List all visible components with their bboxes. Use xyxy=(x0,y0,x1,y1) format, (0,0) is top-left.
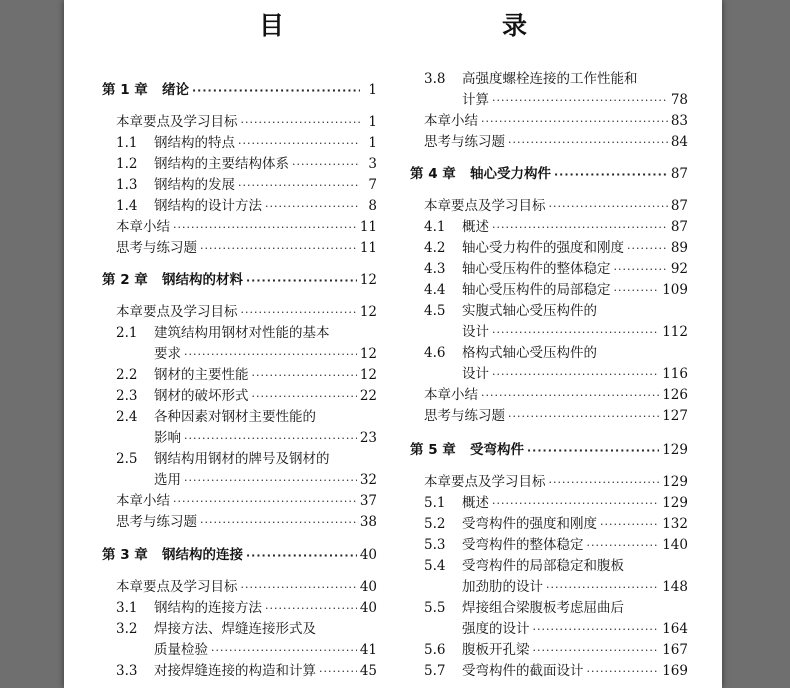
chapter-number: 第 4 章 xyxy=(410,166,456,182)
leader-dots xyxy=(200,512,357,533)
entry-title: 钢结构的设计方法 xyxy=(154,198,262,214)
page-number: 87 xyxy=(670,166,688,182)
leader-dots xyxy=(508,132,668,153)
entry-title: 钢结构的特点 xyxy=(154,135,235,151)
section-number: 5.7 xyxy=(424,663,446,679)
toc-entry-continuation[interactable] xyxy=(462,90,688,111)
page-number: 12 xyxy=(359,304,377,320)
toc-entry[interactable] xyxy=(116,133,377,154)
toc-entry[interactable] xyxy=(116,175,377,196)
toc-entry[interactable] xyxy=(424,69,688,90)
entry-title: 影响 xyxy=(154,430,181,446)
page-number: 129 xyxy=(662,495,688,511)
leader-dots xyxy=(492,493,659,514)
toc-entry-continuation[interactable] xyxy=(462,322,688,343)
toc-entry[interactable] xyxy=(424,301,688,322)
page-number: 164 xyxy=(662,621,688,637)
page-number: 3 xyxy=(368,156,377,172)
entry-title: 钢结构的连接方法 xyxy=(154,600,262,616)
leader-dots xyxy=(200,238,357,259)
leader-dots xyxy=(549,196,668,217)
section-number: 4.4 xyxy=(424,282,446,298)
leader-dots xyxy=(173,217,357,238)
section-number: 1.3 xyxy=(116,177,138,193)
leader-dots xyxy=(211,640,357,661)
section-number: 5.4 xyxy=(424,558,446,574)
entry-title: 强度的设计 xyxy=(462,621,530,637)
section-number: 1.2 xyxy=(116,156,138,172)
leader-dots xyxy=(238,133,360,154)
chapter-title: 受弯构件 xyxy=(470,442,524,458)
leader-dots xyxy=(527,440,659,461)
entry-title: 轴心受压构件的整体稳定 xyxy=(462,261,611,277)
section-number: 3.1 xyxy=(116,600,138,616)
page-number: 140 xyxy=(662,537,688,553)
toc-entry[interactable] xyxy=(424,514,688,535)
entry-title: 钢材的破坏形式 xyxy=(154,388,249,404)
leader-dots xyxy=(492,364,659,385)
page-number: 92 xyxy=(670,261,688,277)
entry-title: 设计 xyxy=(462,366,489,382)
entry-title: 实腹式轴心受压构件的 xyxy=(462,303,597,319)
toc-chapter-4[interactable] xyxy=(410,164,688,185)
entry-title: 各种因素对钢材主要性能的 xyxy=(154,409,316,425)
section-number: 2.5 xyxy=(116,451,138,467)
toc-entry[interactable] xyxy=(116,512,377,533)
toc-entry[interactable] xyxy=(424,385,688,406)
entry-title: 轴心受力构件的强度和刚度 xyxy=(462,240,624,256)
page-number: 132 xyxy=(662,516,688,532)
toc-entry[interactable] xyxy=(424,196,688,217)
leader-dots xyxy=(241,112,361,133)
entry-title: 本章要点及学习目标 xyxy=(116,114,238,130)
section-number: 4.5 xyxy=(424,303,446,319)
toc-entry[interactable] xyxy=(424,493,688,514)
chapter-number: 第 1 章 xyxy=(102,82,148,98)
section-number: 1.1 xyxy=(116,135,138,151)
section-number: 4.1 xyxy=(424,219,446,235)
entry-title: 受弯构件的局部稳定和腹板 xyxy=(462,558,624,574)
toc-entry[interactable] xyxy=(116,598,377,619)
toc-entry[interactable] xyxy=(116,661,377,682)
page-number: 40 xyxy=(359,579,377,595)
entry-title: 受弯构件的整体稳定 xyxy=(462,537,584,553)
page-number: 12 xyxy=(359,346,377,362)
leader-dots xyxy=(241,302,357,323)
toc-entry[interactable] xyxy=(116,323,377,344)
entry-title: 对接焊缝连接的构造和计算 xyxy=(154,663,316,679)
entry-title: 高强度螺栓连接的工作性能和 xyxy=(462,71,638,87)
entry-title: 思考与练习题 xyxy=(424,134,505,150)
toc-entry[interactable] xyxy=(116,577,377,598)
chapter-number: 第 5 章 xyxy=(410,442,456,458)
entry-title: 钢结构用钢材的牌号及钢材的 xyxy=(154,451,330,467)
page-number: 126 xyxy=(662,387,688,403)
leader-dots xyxy=(546,577,659,598)
entry-title: 设计 xyxy=(462,324,489,340)
page-number: 40 xyxy=(359,547,377,563)
toc-entry[interactable] xyxy=(424,111,688,132)
toc-entry-continuation[interactable] xyxy=(462,577,688,598)
toc-entry-continuation[interactable] xyxy=(154,640,377,661)
section-number: 2.3 xyxy=(116,388,138,404)
page-number: 11 xyxy=(359,240,377,256)
page-number: 116 xyxy=(662,366,688,382)
page-number: 22 xyxy=(359,388,377,404)
toc-entry[interactable] xyxy=(116,365,377,386)
entry-title: 焊接组合梁腹板考虑屈曲后 xyxy=(462,600,624,616)
section-number: 4.2 xyxy=(424,240,446,256)
toc-entry[interactable] xyxy=(424,238,688,259)
page-number: 129 xyxy=(662,474,688,490)
toc-entry[interactable] xyxy=(116,112,377,133)
leader-dots xyxy=(319,661,357,682)
toc-entry[interactable] xyxy=(116,217,377,238)
leader-dots xyxy=(492,217,668,238)
entry-title: 焊接方法、焊缝连接形式及 xyxy=(154,621,316,637)
page-number: 148 xyxy=(662,579,688,595)
leader-dots xyxy=(554,164,668,185)
leader-dots xyxy=(627,238,668,259)
toc-chapter-1[interactable] xyxy=(102,80,377,101)
leader-dots xyxy=(246,545,357,566)
section-number: 5.3 xyxy=(424,537,446,553)
entry-title: 本章小结 xyxy=(424,387,478,403)
chapter-title: 轴心受力构件 xyxy=(470,166,551,182)
leader-dots xyxy=(252,386,357,407)
leader-dots xyxy=(184,428,357,449)
toc-entry[interactable] xyxy=(116,491,377,512)
page-number: 109 xyxy=(662,282,688,298)
toc-entry-continuation[interactable] xyxy=(154,470,377,491)
leader-dots xyxy=(492,90,668,111)
section-number: 3.2 xyxy=(116,621,138,637)
toc-chapter-2[interactable] xyxy=(102,270,377,291)
leader-dots xyxy=(265,196,360,217)
leader-dots xyxy=(508,406,659,427)
entry-title: 腹板开孔梁 xyxy=(462,642,530,658)
entry-title: 加劲肋的设计 xyxy=(462,579,543,595)
section-number: 2.4 xyxy=(116,409,138,425)
section-number: 2.2 xyxy=(116,367,138,383)
toc-entry[interactable] xyxy=(424,132,688,153)
page-title: 目 录 xyxy=(258,11,583,40)
page-number: 8 xyxy=(368,198,377,214)
toc-entry[interactable] xyxy=(424,640,688,661)
section-number: 3.3 xyxy=(116,663,138,679)
leader-dots xyxy=(533,640,660,661)
entry-title: 质量检验 xyxy=(154,642,208,658)
entry-title: 钢材的主要性能 xyxy=(154,367,249,383)
toc-chapter-3[interactable] xyxy=(102,545,377,566)
toc-entry[interactable] xyxy=(116,302,377,323)
toc-entry[interactable] xyxy=(424,556,688,577)
page-number: 23 xyxy=(359,430,377,446)
entry-title: 本章小结 xyxy=(116,219,170,235)
leader-dots xyxy=(600,514,659,535)
chapter-title: 钢结构的材料 xyxy=(162,272,243,288)
leader-dots xyxy=(184,344,357,365)
toc-entry[interactable] xyxy=(116,449,377,470)
page-number: 12 xyxy=(359,272,377,288)
toc-page xyxy=(64,0,722,688)
chapter-title: 绪论 xyxy=(162,82,189,98)
leader-dots xyxy=(533,619,660,640)
toc-chapter-5[interactable] xyxy=(410,440,688,461)
toc-entry[interactable] xyxy=(424,259,688,280)
leader-dots xyxy=(492,322,659,343)
page-number: 83 xyxy=(670,113,688,129)
entry-title: 受弯构件的强度和刚度 xyxy=(462,516,597,532)
toc-entry[interactable] xyxy=(116,154,377,175)
page-number: 112 xyxy=(662,324,688,340)
toc-entry[interactable] xyxy=(116,238,377,259)
section-number: 5.6 xyxy=(424,642,446,658)
section-number: 4.6 xyxy=(424,345,446,361)
page-number: 7 xyxy=(368,177,377,193)
leader-dots xyxy=(549,472,660,493)
page-number: 167 xyxy=(662,642,688,658)
toc-entry[interactable] xyxy=(424,535,688,556)
page-number: 169 xyxy=(662,663,688,679)
leader-dots xyxy=(252,365,357,386)
section-number: 3.8 xyxy=(424,71,446,87)
entry-title: 本章小结 xyxy=(424,113,478,129)
entry-title: 钢结构的发展 xyxy=(154,177,235,193)
section-number: 5.2 xyxy=(424,516,446,532)
page-number: 87 xyxy=(670,219,688,235)
toc-entry[interactable] xyxy=(424,406,688,427)
entry-title: 受弯构件的截面设计 xyxy=(462,663,584,679)
page-number: 45 xyxy=(359,663,377,679)
entry-title: 建筑结构用钢材对性能的基本 xyxy=(154,325,330,341)
page-number: 1 xyxy=(368,82,377,98)
entry-title: 思考与练习题 xyxy=(116,514,197,530)
toc-entry[interactable] xyxy=(424,661,688,682)
section-number: 1.4 xyxy=(116,198,138,214)
toc-entry[interactable] xyxy=(116,407,377,428)
page-number: 41 xyxy=(359,642,377,658)
section-number: 5.5 xyxy=(424,600,446,616)
entry-title: 本章小结 xyxy=(116,493,170,509)
entry-title: 格构式轴心受压构件的 xyxy=(462,345,597,361)
toc-entry[interactable] xyxy=(116,619,377,640)
section-number: 2.1 xyxy=(116,325,138,341)
page-number: 38 xyxy=(359,514,377,530)
toc-entry[interactable] xyxy=(424,217,688,238)
toc-entry-continuation[interactable] xyxy=(462,364,688,385)
section-number: 5.1 xyxy=(424,495,446,511)
page-number: 37 xyxy=(359,493,377,509)
leader-dots xyxy=(481,111,668,132)
toc-entry-continuation[interactable] xyxy=(462,619,688,640)
page-number: 89 xyxy=(670,240,688,256)
leader-dots xyxy=(246,270,357,291)
leader-dots xyxy=(614,259,668,280)
leader-dots xyxy=(173,491,357,512)
page-number: 1 xyxy=(368,114,377,130)
toc-entry[interactable] xyxy=(424,343,688,364)
page-number: 12 xyxy=(359,367,377,383)
toc-entry-continuation[interactable] xyxy=(154,344,377,365)
entry-title: 选用 xyxy=(154,472,181,488)
chapter-number: 第 3 章 xyxy=(102,547,148,563)
entry-title: 轴心受压构件的局部稳定 xyxy=(462,282,611,298)
entry-title: 本章要点及学习目标 xyxy=(116,304,238,320)
toc-entry[interactable] xyxy=(424,598,688,619)
entry-title: 钢结构的主要结构体系 xyxy=(154,156,289,172)
page-number: 78 xyxy=(670,92,688,108)
chapter-number: 第 2 章 xyxy=(102,272,148,288)
page-number: 1 xyxy=(368,135,377,151)
entry-title: 本章要点及学习目标 xyxy=(116,579,238,595)
page-number: 40 xyxy=(359,600,377,616)
page-number: 11 xyxy=(359,219,377,235)
toc-entry-continuation[interactable] xyxy=(154,428,377,449)
leader-dots xyxy=(184,470,357,491)
leader-dots xyxy=(614,280,660,301)
toc-entry[interactable] xyxy=(424,280,688,301)
page-number: 129 xyxy=(662,442,688,458)
entry-title: 要求 xyxy=(154,346,181,362)
entry-title: 本章要点及学习目标 xyxy=(424,474,546,490)
entry-title: 思考与练习题 xyxy=(116,240,197,256)
entry-title: 概述 xyxy=(462,219,489,235)
leader-dots xyxy=(238,175,360,196)
entry-title: 计算 xyxy=(462,92,489,108)
page-number: 127 xyxy=(662,408,688,424)
leader-dots xyxy=(292,154,360,175)
leader-dots xyxy=(241,577,357,598)
chapter-title: 钢结构的连接 xyxy=(162,547,243,563)
entry-title: 概述 xyxy=(462,495,489,511)
leader-dots xyxy=(587,535,660,556)
toc-entry[interactable] xyxy=(116,196,377,217)
leader-dots xyxy=(587,661,660,682)
toc-entry[interactable] xyxy=(424,472,688,493)
entry-title: 思考与练习题 xyxy=(424,408,505,424)
leader-dots xyxy=(481,385,659,406)
toc-entry[interactable] xyxy=(116,386,377,407)
page-number: 87 xyxy=(670,198,688,214)
leader-dots xyxy=(265,598,357,619)
page-number: 84 xyxy=(670,134,688,150)
leader-dots xyxy=(192,80,360,101)
page-number: 32 xyxy=(359,472,377,488)
section-number: 4.3 xyxy=(424,261,446,277)
entry-title: 本章要点及学习目标 xyxy=(424,198,546,214)
